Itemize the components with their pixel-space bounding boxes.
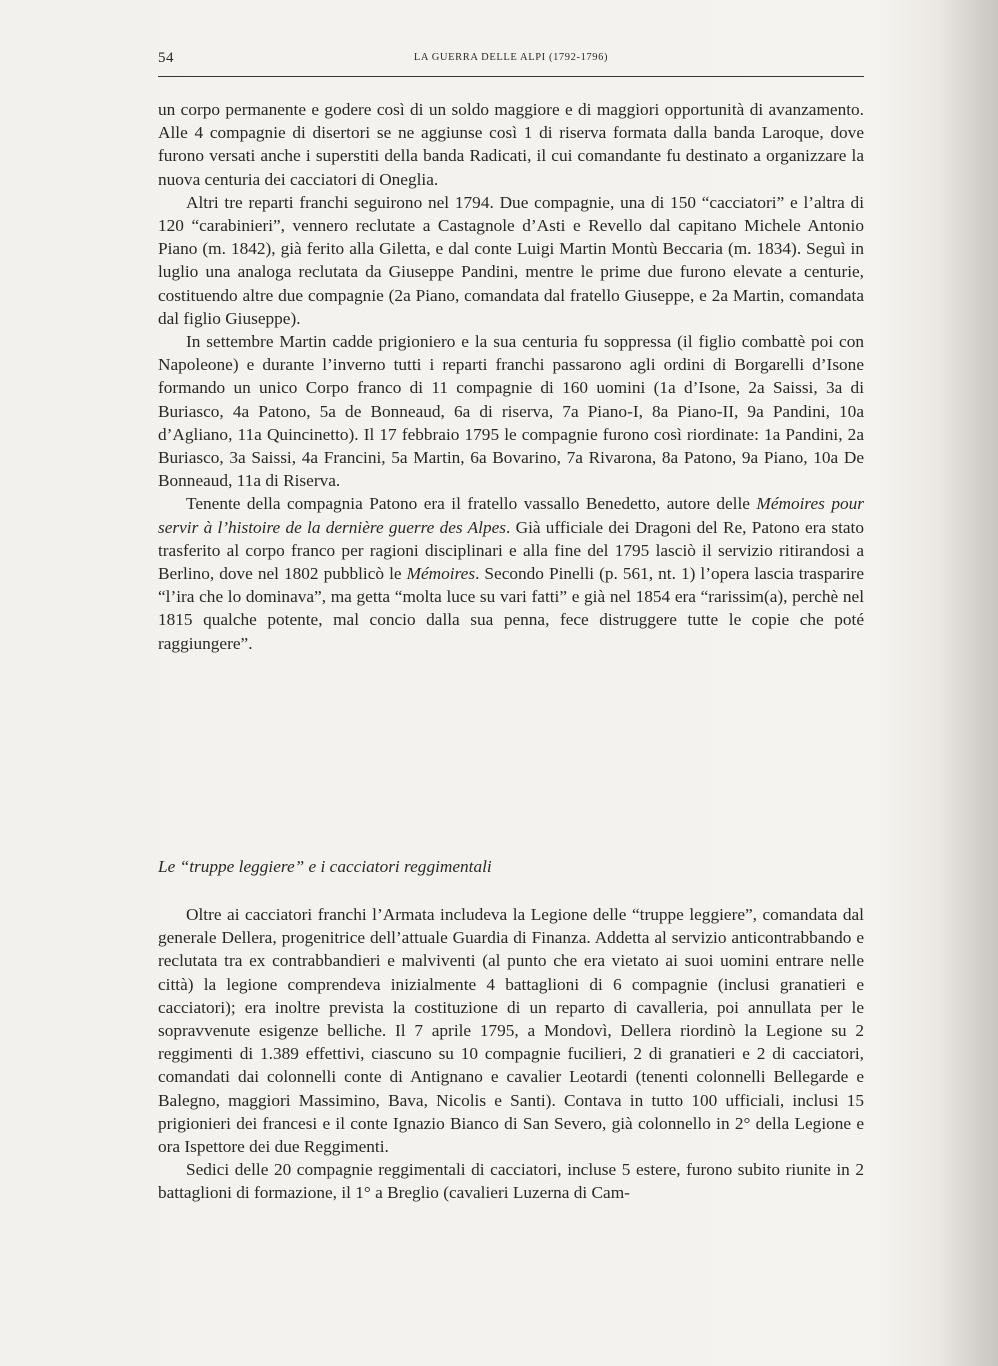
italic-title: Mémoires	[406, 564, 476, 584]
page-number: 54	[158, 50, 174, 66]
paragraph: Sedici delle 20 compagnie reggimentali di cacciatori, incluse 5 estere, furono subito riunite in 2 battaglioni di formazione, il 1° a Breglio (cavalieri Luzerna di Cam-	[158, 1160, 864, 1203]
paragraph: un corpo permanente e godere così di un soldo maggiore e di maggiori opportunità di avanzamento. Alle 4 compagnie di disertori se ne aggiunse così 1 di riserva formata dalla banda Laroque, dove furono versati anche i superstiti della banda Radicati, il cui comandante fu destinato a organizzare la nuova centuria dei cacciatori di Oneglia.	[158, 100, 864, 189]
text-run: . Già ufficiale dei Dragoni del Re, Patono era stato trasferito al corpo franco per ragioni disciplinari e alla fine del 1795 lasciò il servizio ritirandosi a Berlino, dove nel 1802 pubblicò le	[158, 517, 865, 584]
text-run: . Secondo Pinelli (p. 561, nt. 1) l’opera lascia trasparire “l’ira che lo dominava”, ma getta “molta luce su vari fatti” e già nel 1854 era “rarissim(a), perchè nel 1815 qualche potente, mal concio dalla sua penna, fece distruggere tutte le copie che poté raggiungere”.	[158, 564, 864, 653]
paragraph: Altri tre reparti franchi seguirono nel 1794. Due compagnie, una di 150 “cacciatori” e l’altra di 120 “carabinieri”, vennero reclutate a Castagnole d’Asti e Revello dal capitano Michele Antonio Piano (m. 1842), già ferito alla Giletta, e dal conte Luigi Martin Montù Beccaria (m. 1834). Seguì in luglio una analoga reclutata da Giuseppe Pandini, mentre le prime due furono elevate a centurie, costituendo altre due compagnie (2a Piano, comandata dal fratello Giuseppe, e 2a Martin, comandata dal figlio Giuseppe).	[158, 192, 864, 328]
paragraph: Oltre ai cacciatori franchi l’Armata includeva la Legione delle “truppe leggiere”, comandata dal generale Dellera, progenitrice dell’attuale Guardia di Finanza. Addetta al servizio anticontrabbando e reclutata tra ex contrabbandieri e malviventi (al punto che era vietato ai suoi uomini entrare nelle città) la legione comprendeva inizialmente 4 battaglioni di 6 compagnie (inclusi granatieri e cacciatori); era inoltre prevista la costituzione di un reparto di cavalleria, poi annullata per le sopravvenute esigenze belliche. Il 7 aprile 1795, a Mondovì, Dellera riordinò la Legione su 2 reggimenti di 1.389 effettivi, ciascuno su 10 compagnie fucilieri, 2 di granatieri e 2 di cacciatori, comandati dai colonnelli conte di Antignano e cavalier Leotardi (tenenti colonnelli Bellegarde e Balegno, maggiori Massimino, Bava, Nicolis e Santi). Contava in tutto 100 ufficiali, inclusi 15 prigionieri dei francesi e il conte Ignazio Bianco di San Severo, già colonnello in 2° della Legione e ora Ispettore dei due Reggimenti.	[158, 905, 864, 1157]
italic-title: Mémoires pour servir à l’histoire de la dernière guerre des Alpes	[158, 494, 865, 537]
running-title: LA GUERRA DELLE ALPI (1792-1796)	[413, 52, 609, 63]
paragraph: In settembre Martin cadde prigioniero e la sua centuria fu soppressa (il figlio combattè poi con Napoleone) e durante l’inverno tutti i reparti franchi passarono agli ordini di Borgarelli d’Isone formando un unico Corpo franco di 11 compagnie di 160 uomini (1a d’Isone, 2a Saissi, 3a di Buriasco, 4a Patono, 5a de Bonneaud, 6a di riserva, 7a Piano-I, 8a Piano-II, 9a Pandini, 10a d’Agliano, 11a Quincinetto). Il 17 febbraio 1795 le compagnie furono così riordinate: 1a Pandini, 2a Buriasco, 3a Saissi, 4a Francini, 5a Martin, 6a Bovarino, 7a Rivarona, 8a Patono, 9a Piano, 10a De Bonneaud, 11a di Riserva.	[158, 332, 864, 491]
body-text-section-1	[158, 98, 864, 655]
page-header	[158, 50, 864, 72]
header-rule	[158, 76, 864, 77]
text-run: Tenente della compagnia Patono era il fratello vassallo Benedetto, autore delle	[186, 494, 757, 514]
body-text-section-2	[158, 903, 864, 1205]
section-title: Le “truppe leggiere” e i cacciatori reggimentali	[158, 857, 492, 876]
paragraph-patono	[158, 492, 864, 654]
